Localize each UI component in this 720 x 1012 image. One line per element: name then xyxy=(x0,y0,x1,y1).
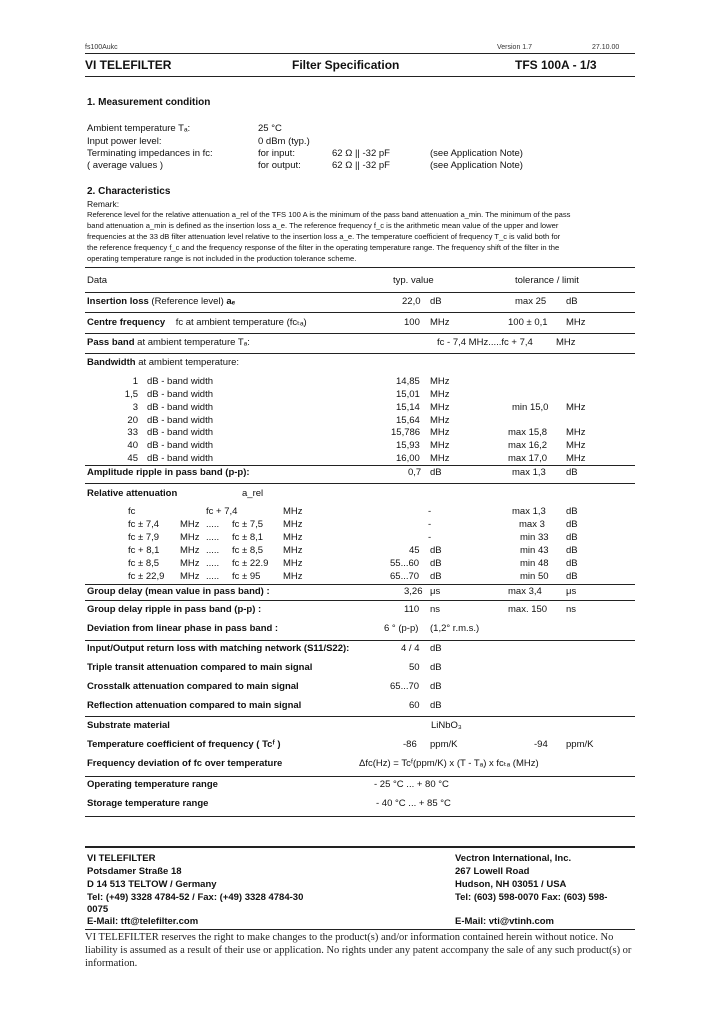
bw-tol: min 15,0 xyxy=(512,402,549,413)
rel-from-unit: MHz xyxy=(180,519,200,530)
footer-left-tel: Tel: (+49) 3328 4784-52 / Fax: (+49) 3328 4784-30 xyxy=(87,892,304,903)
rel-to: fᴄ ± 8,5 xyxy=(232,545,264,556)
rel-from-unit: MHz xyxy=(180,558,200,569)
rel-to: fᴄ ± 22.9 xyxy=(232,558,269,569)
rel-typ: 45 xyxy=(409,545,420,556)
rel-tol-unit: dB xyxy=(566,532,578,543)
rel-from-unit: MHz xyxy=(180,545,200,556)
bw-tol: max 17,0 xyxy=(508,453,548,464)
meas-impedance: 62 Ω || -32 pF xyxy=(332,148,390,159)
temp-coeff-tol-unit: ppm/K xyxy=(566,739,594,750)
group-ripple-tol: max. 150 xyxy=(508,604,548,615)
bw-typ: 15,14 xyxy=(396,402,420,413)
temp-coeff-typ: -86 xyxy=(403,739,417,750)
rel-dots: ..... xyxy=(206,571,220,582)
rel-to: fᴄ ± 95 xyxy=(232,571,261,582)
freq-dev-formula: Δfᴄ(Hz) = Tcᶠ(ppm/K) x (T - Tₐ) x fᴄₜₐ (MHz) xyxy=(359,758,539,769)
bandwidth-label: Bandwidth xyxy=(87,357,136,368)
rel-from: fᴄ ± 7,4 xyxy=(128,519,160,530)
rel-tol: min 43 xyxy=(520,545,549,556)
rule xyxy=(85,483,635,484)
rel-to-unit: MHz xyxy=(283,532,303,543)
col-data: Data xyxy=(87,275,108,286)
table-top-rule xyxy=(85,267,635,268)
header-bottom-rule xyxy=(85,76,635,77)
passband-sub: at ambient temperature Tₐ: xyxy=(137,337,250,348)
col-tolerance: tolerance / limit xyxy=(515,275,579,286)
doc-code: fs100Aukc xyxy=(85,44,118,51)
storage-temp-value: - 40 °C ... + 85 °C xyxy=(376,798,451,809)
meas-value: 0 dBm (typ.) xyxy=(258,136,310,147)
meas-note: (see Application Note) xyxy=(430,148,523,159)
footer-left-city: D 14 513 TELTOW / Germany xyxy=(87,879,217,890)
rel-unit: dB xyxy=(430,558,442,569)
rel-to: fᴄ ± 7,5 xyxy=(232,519,264,530)
meas-label: ( average values ) xyxy=(87,160,164,171)
bw-desc: dB - band width xyxy=(147,415,214,426)
triple-typ: 50 xyxy=(409,662,420,673)
bw-typ: 14,85 xyxy=(396,376,420,387)
return-loss-typ: 4 / 4 xyxy=(401,643,420,654)
rel-typ: - xyxy=(428,506,432,517)
centre-sub: fᴄ at ambient temperature (fᴄₜₐ) xyxy=(175,317,307,328)
footer-bottom-rule xyxy=(85,929,635,930)
rule xyxy=(85,465,635,466)
rel-tol: min 33 xyxy=(520,532,549,543)
insertion-unit: dB xyxy=(430,296,442,307)
insertion-label: Insertion loss xyxy=(87,296,149,307)
footer-right-tel: Tel: (603) 598-0070 Fax: (603) 598- xyxy=(455,892,608,903)
footer-left-email[interactable]: E-Mail: tft@telefilter.com xyxy=(87,916,199,927)
bw-typ: 15,786 xyxy=(391,427,421,438)
insertion-tol-unit: dB xyxy=(566,296,578,307)
bw-db: 40 xyxy=(127,440,138,451)
meas-value: 25 °C xyxy=(258,123,282,134)
rule xyxy=(85,353,635,354)
meas-label: Terminating impedances in fᴄ: xyxy=(87,148,213,159)
group-delay-typ: 3,26 xyxy=(404,586,423,597)
rel-to: fᴄ ± 8,1 xyxy=(232,532,264,543)
rel-from: fᴄ ± 7,9 xyxy=(128,532,160,543)
group-ripple-typ: 110 xyxy=(404,604,420,615)
bw-tol-unit: MHz xyxy=(566,453,586,464)
return-loss-unit: dB xyxy=(430,643,442,654)
bw-tol-unit: MHz xyxy=(566,427,586,438)
bw-desc: dB - band width xyxy=(147,402,214,413)
measurement-heading: 1. Measurement condition xyxy=(87,97,211,108)
footer-left-company: VI TELEFILTER xyxy=(87,853,156,864)
centre-row xyxy=(87,317,307,328)
header-title: Filter Specification xyxy=(292,58,400,72)
rule xyxy=(85,716,635,717)
bw-db: 1,5 xyxy=(124,389,138,400)
rule xyxy=(85,640,635,641)
substrate-value: LiNbO₃ xyxy=(431,720,462,731)
rel-from-unit: MHz xyxy=(180,532,200,543)
bw-tol: max 16,2 xyxy=(508,440,548,451)
bw-tol: max 15,8 xyxy=(508,427,548,438)
insertion-typ: 22,0 xyxy=(402,296,421,307)
bw-desc: dB - band width xyxy=(147,376,214,387)
passband-label: Pass band xyxy=(87,337,135,348)
remark-line: frequencies at the 33 dB filter attenuation level relative to the insertion loss a_e. The temperature coefficient of frequency T_c is valid both for xyxy=(87,232,561,241)
substrate-label: Substrate material xyxy=(87,720,170,731)
remark-line: band attenuation a_min is defined as the insertion loss a_e. The reference frequency f_c is the arithmetic mean value of the upper and lower xyxy=(87,221,559,230)
centre-typ: 100 xyxy=(404,317,420,328)
bw-tol-unit: MHz xyxy=(566,402,586,413)
insertion-row xyxy=(87,296,235,307)
rel-tol-unit: dB xyxy=(566,519,578,530)
meas-note: (see Application Note) xyxy=(430,160,523,171)
meas-label: Ambient temperature Tₐ: xyxy=(87,123,191,134)
reflection-unit: dB xyxy=(430,700,442,711)
rel-unit: dB xyxy=(430,545,442,556)
ripple-tol: max 1,3 xyxy=(512,467,546,478)
rel-from: fᴄ ± 22,9 xyxy=(128,571,165,582)
bw-desc: dB - band width xyxy=(147,453,214,464)
rel-tol: max 3 xyxy=(519,519,545,530)
remark-line: operating temperature range is not included in the production tolerance scheme. xyxy=(87,254,357,263)
group-ripple-unit: ns xyxy=(430,604,441,615)
bw-unit: MHz xyxy=(430,389,450,400)
remark-label: Remark: xyxy=(87,199,120,209)
header-part: TFS 100A - 1/3 xyxy=(515,58,597,72)
bw-typ: 16,00 xyxy=(396,453,420,464)
rel-dots: ..... xyxy=(206,558,220,569)
remark-line: the reference frequency f_c and the frequency response of the filter in the operating temperature range. The frequency shift of the filter in the xyxy=(87,243,560,252)
reflection-typ: 60 xyxy=(409,700,420,711)
group-ripple-label: Group delay ripple in pass band (p-p) : xyxy=(87,604,262,615)
bw-db: 1 xyxy=(132,376,138,387)
footer-right-email[interactable]: E-Mail: vti@vtinh.com xyxy=(455,916,554,927)
rel-unit: dB xyxy=(430,571,442,582)
bw-db: 45 xyxy=(127,453,138,464)
deviation-typ: 6 ° (p-p) xyxy=(384,623,419,634)
footer-right-street: 267 Lowell Road xyxy=(455,866,530,877)
rel-to-unit: MHz xyxy=(283,545,303,556)
rule xyxy=(85,292,635,293)
group-ripple-tol-unit: ns xyxy=(566,604,577,615)
meas-value: for input: xyxy=(258,148,295,159)
rel-tol-unit: dB xyxy=(566,545,578,556)
rel-to-unit: MHz xyxy=(283,558,303,569)
insertion-sub: (Reference level) xyxy=(151,296,224,307)
rule xyxy=(85,600,635,601)
disclaimer: VI TELEFILTER reserves the right to make changes to the product(s) and/or information contained herein without notice. No liability is assumed as a result of their use or application. No rights under any patent accompany the sale of any such product(s) or information. xyxy=(85,932,632,969)
rel-typ: 55...60 xyxy=(390,558,420,569)
bw-db: 3 xyxy=(132,402,138,413)
rel-typ: 65...70 xyxy=(390,571,420,582)
temp-coeff-tol: -94 xyxy=(534,739,548,750)
bw-desc: dB - band width xyxy=(147,440,214,451)
bw-unit: MHz xyxy=(430,402,450,413)
rel-typ: - xyxy=(428,532,432,543)
bandwidth-sub: at ambient temperature: xyxy=(138,357,240,368)
rel-tol-unit: dB xyxy=(566,558,578,569)
rel-dots: ..... xyxy=(206,532,220,543)
rel-to-unit: MHz xyxy=(283,506,303,517)
rel-from: fᴄ ± 8,5 xyxy=(128,558,160,569)
insertion-tol: max 25 xyxy=(515,296,547,307)
bw-typ: 15,93 xyxy=(396,440,420,451)
crosstalk-typ: 65...70 xyxy=(390,681,420,692)
footer-rule xyxy=(85,846,635,848)
rel-to-unit: MHz xyxy=(283,519,303,530)
rel-to: fᴄ + 7,4 xyxy=(206,506,238,517)
footer-left-street: Potsdamer Straße 18 xyxy=(87,866,182,877)
group-delay-label: Group delay (mean value in pass band) : xyxy=(87,586,270,597)
meas-label: Input power level: xyxy=(87,136,162,147)
relative-label: Relative attenuation xyxy=(87,488,178,499)
bw-unit: MHz xyxy=(430,427,450,438)
ripple-label: Amplitude ripple in pass band (p-p): xyxy=(87,467,250,478)
group-delay-unit: μs xyxy=(430,586,441,597)
storage-temp-label: Storage temperature range xyxy=(87,798,209,809)
ripple-unit: dB xyxy=(430,467,442,478)
group-delay-tol-unit: μs xyxy=(566,586,577,597)
bw-desc: dB - band width xyxy=(147,389,214,400)
bw-db: 33 xyxy=(127,427,138,438)
deviation-unit: (1,2° r.m.s.) xyxy=(430,623,480,634)
rel-tol-unit: dB xyxy=(566,506,578,517)
meas-value: for output: xyxy=(258,160,301,171)
passband-unit: MHz xyxy=(556,337,576,348)
ripple-typ: 0,7 xyxy=(408,467,422,478)
centre-unit: MHz xyxy=(430,317,450,328)
passband-row xyxy=(87,337,250,348)
bw-desc: dB - band width xyxy=(147,427,214,438)
return-loss-label: Input/Output return loss with matching network (S11/S22): xyxy=(87,643,350,654)
table-bottom-rule xyxy=(85,816,635,817)
rel-from-unit: MHz xyxy=(180,571,200,582)
ripple-tol-unit: dB xyxy=(566,467,578,478)
centre-tol-unit: MHz xyxy=(566,317,586,328)
rel-dots: ..... xyxy=(206,545,220,556)
version: Version 1.7 xyxy=(497,44,533,51)
remark-line: Reference level for the relative attenuation a_rel of the TFS 100 A is the minimum of the pass band attenuation a_min. The minimum of the pass xyxy=(87,210,571,219)
rel-tol-unit: dB xyxy=(566,571,578,582)
bw-unit: MHz xyxy=(430,415,450,426)
op-temp-label: Operating temperature range xyxy=(87,779,218,790)
triple-unit: dB xyxy=(430,662,442,673)
footer-right-city: Hudson, NH 03051 / USA xyxy=(455,879,567,890)
bw-unit: MHz xyxy=(430,376,450,387)
crosstalk-unit: dB xyxy=(430,681,442,692)
date: 27.10.00 xyxy=(592,44,620,51)
rel-to-unit: MHz xyxy=(283,571,303,582)
characteristics-heading: 2. Characteristics xyxy=(87,186,171,197)
deviation-label: Deviation from linear phase in pass band : xyxy=(87,623,279,634)
passband-range: fᴄ - 7,4 MHz.....fᴄ + 7,4 xyxy=(437,337,533,348)
op-temp-value: - 25 °C ... + 80 °C xyxy=(374,779,449,790)
temp-coeff-label: Temperature coefficient of frequency ( Tcᶠ ) xyxy=(87,739,281,750)
rule xyxy=(85,584,635,585)
rel-from: fᴄ + 8,1 xyxy=(128,545,160,556)
centre-label: Centre frequency xyxy=(87,317,166,328)
header-top-rule xyxy=(85,53,635,54)
bandwidth-header xyxy=(87,357,239,368)
centre-tol: 100 ± 0,1 xyxy=(508,317,548,328)
rel-tol: min 48 xyxy=(520,558,549,569)
footer-left-tel2: 0075 xyxy=(87,904,109,915)
reflection-label: Reflection attenuation compared to main signal xyxy=(87,700,302,711)
rule xyxy=(85,312,635,313)
rel-tol: max 1,3 xyxy=(512,506,546,517)
col-typ: typ. value xyxy=(393,275,434,286)
footer-right-company: Vectron International, Inc. xyxy=(455,853,572,864)
bw-unit: MHz xyxy=(430,453,450,464)
rel-dots: ..... xyxy=(206,519,220,530)
bw-unit: MHz xyxy=(430,440,450,451)
group-delay-tol: max 3,4 xyxy=(508,586,542,597)
rel-tol: min 50 xyxy=(520,571,549,582)
meas-impedance: 62 Ω || -32 pF xyxy=(332,160,390,171)
insertion-symbol: aₑ xyxy=(226,296,236,307)
temp-coeff-unit: ppm/K xyxy=(430,739,458,750)
freq-dev-label: Frequency deviation of fᴄ over temperature xyxy=(87,758,283,769)
rel-from: fᴄ xyxy=(128,506,136,517)
rel-typ: - xyxy=(428,519,432,530)
relative-symbol: a_rel xyxy=(242,488,264,499)
header-company: VI TELEFILTER xyxy=(85,58,172,72)
bw-db: 20 xyxy=(127,415,138,426)
rule xyxy=(85,333,635,334)
bw-typ: 15,64 xyxy=(396,415,420,426)
triple-label: Triple transit attenuation compared to main signal xyxy=(87,662,313,673)
rule xyxy=(85,776,635,777)
bw-typ: 15,01 xyxy=(396,389,420,400)
crosstalk-label: Crosstalk attenuation compared to main signal xyxy=(87,681,299,692)
bw-tol-unit: MHz xyxy=(566,440,586,451)
